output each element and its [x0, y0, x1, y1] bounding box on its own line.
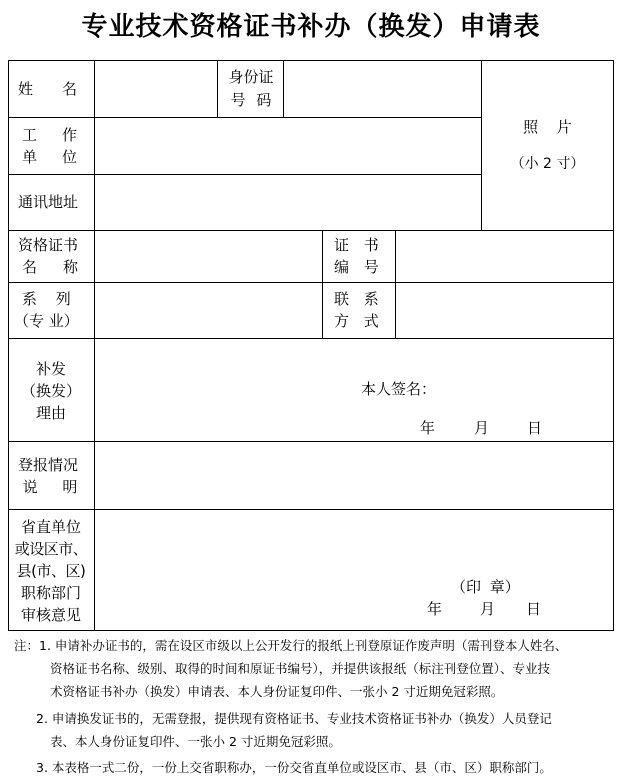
review-date-month: 月: [480, 600, 496, 618]
reason-date-month: 月: [474, 419, 490, 437]
column-divider: [217, 60, 218, 118]
series-field[interactable]: [95, 283, 322, 338]
note-1-line-3: 术资格证书补办（换发）申请表、本人身份证复印件、一张小 2 寸近期免冠彩照。: [50, 684, 504, 699]
review-label-line-5: 审核意见: [20, 606, 81, 624]
report-label-line-2: 说 明: [22, 478, 78, 496]
contact-field[interactable]: [396, 283, 613, 338]
photo-size-label: （小 2 寸）: [510, 156, 585, 172]
report-label-line-1: 登报情况: [18, 456, 79, 474]
name-field[interactable]: [95, 61, 217, 117]
reason-label-line-3: 理由: [35, 404, 66, 422]
series-label-line-1: 系 列: [22, 290, 71, 308]
reason-date-year: 年: [420, 419, 436, 437]
note-2-line-2: 表、本人身份证复印件、一张小 2 寸近期免冠彩照。: [50, 734, 341, 749]
id-number-label-line-2: 号 码: [230, 91, 272, 109]
certificate-number-field[interactable]: [396, 231, 613, 282]
id-number-label-line-1: 身份证: [228, 68, 274, 86]
review-date-day: 日: [526, 600, 542, 618]
work-unit-label-char-3: 单: [22, 148, 38, 166]
signature-label: 本人签名：: [361, 380, 437, 398]
certificate-name-label-line-2: 名 称: [22, 258, 78, 276]
form-title: 专业技术资格证书补办（换发）申请表: [81, 12, 541, 42]
certificate-name-field[interactable]: [95, 231, 322, 282]
review-label-line-3: 县(市、区): [16, 562, 86, 580]
certificate-name-label-line-1: 资格证书: [18, 236, 79, 254]
table-border-right: [613, 60, 614, 631]
review-label-line-2: 或设区市、: [14, 540, 88, 558]
reason-label-line-1: 补发: [35, 360, 66, 378]
review-date-year: 年: [427, 600, 443, 618]
address-label: 通讯地址: [18, 193, 79, 211]
work-unit-field[interactable]: [95, 118, 481, 174]
work-unit-label-char-1: 工: [22, 126, 38, 144]
name-label-char-2: 名: [62, 80, 78, 98]
name-label-char-1: 姓: [18, 80, 34, 98]
note-1-line-1: 注：1. 申请补办证书的，需在设区市级以上公开发行的报纸上刊登原证作废声明（需刊登本人姓名、: [14, 638, 568, 653]
review-label-line-1: 省直单位: [20, 518, 81, 536]
photo-box[interactable]: [482, 61, 613, 230]
contact-label-line-2: 方 式: [334, 312, 379, 330]
reason-date-day: 日: [527, 419, 543, 437]
reason-label-line-2: （换发）: [20, 382, 81, 400]
address-field[interactable]: [95, 175, 481, 230]
certificate-number-label-line-2: 编 号: [334, 258, 379, 276]
photo-label: 照 片: [523, 118, 572, 136]
review-label-line-4: 职称部门: [20, 584, 81, 602]
work-unit-label-char-4: 位: [62, 148, 78, 166]
report-field[interactable]: [95, 442, 613, 509]
contact-label-line-1: 联 系: [334, 290, 379, 308]
note-1-line-2: 资格证书名称、级别、取得的时间和原证书编号），并提供该报纸（标注刊登位置）、专业技: [50, 661, 551, 676]
series-label-line-2: （专 业）: [14, 312, 79, 330]
certificate-number-label-line-1: 证 书: [334, 236, 379, 254]
id-number-field[interactable]: [284, 61, 481, 117]
column-divider: [322, 230, 323, 339]
note-2-line-1: 2. 申请换发证书的，无需登报，提供现有资格证书、专业技术资格证书补办（换发）人员登记: [36, 711, 552, 726]
table-border-bottom: [8, 630, 614, 631]
work-unit-label-char-2: 作: [62, 126, 78, 144]
note-3: 3. 本表格一式二份，一份上交省职称办，一份交省直单位或设区市、县（市、区）职称部门。: [36, 760, 552, 775]
seal-label: （印 章）: [451, 578, 520, 596]
